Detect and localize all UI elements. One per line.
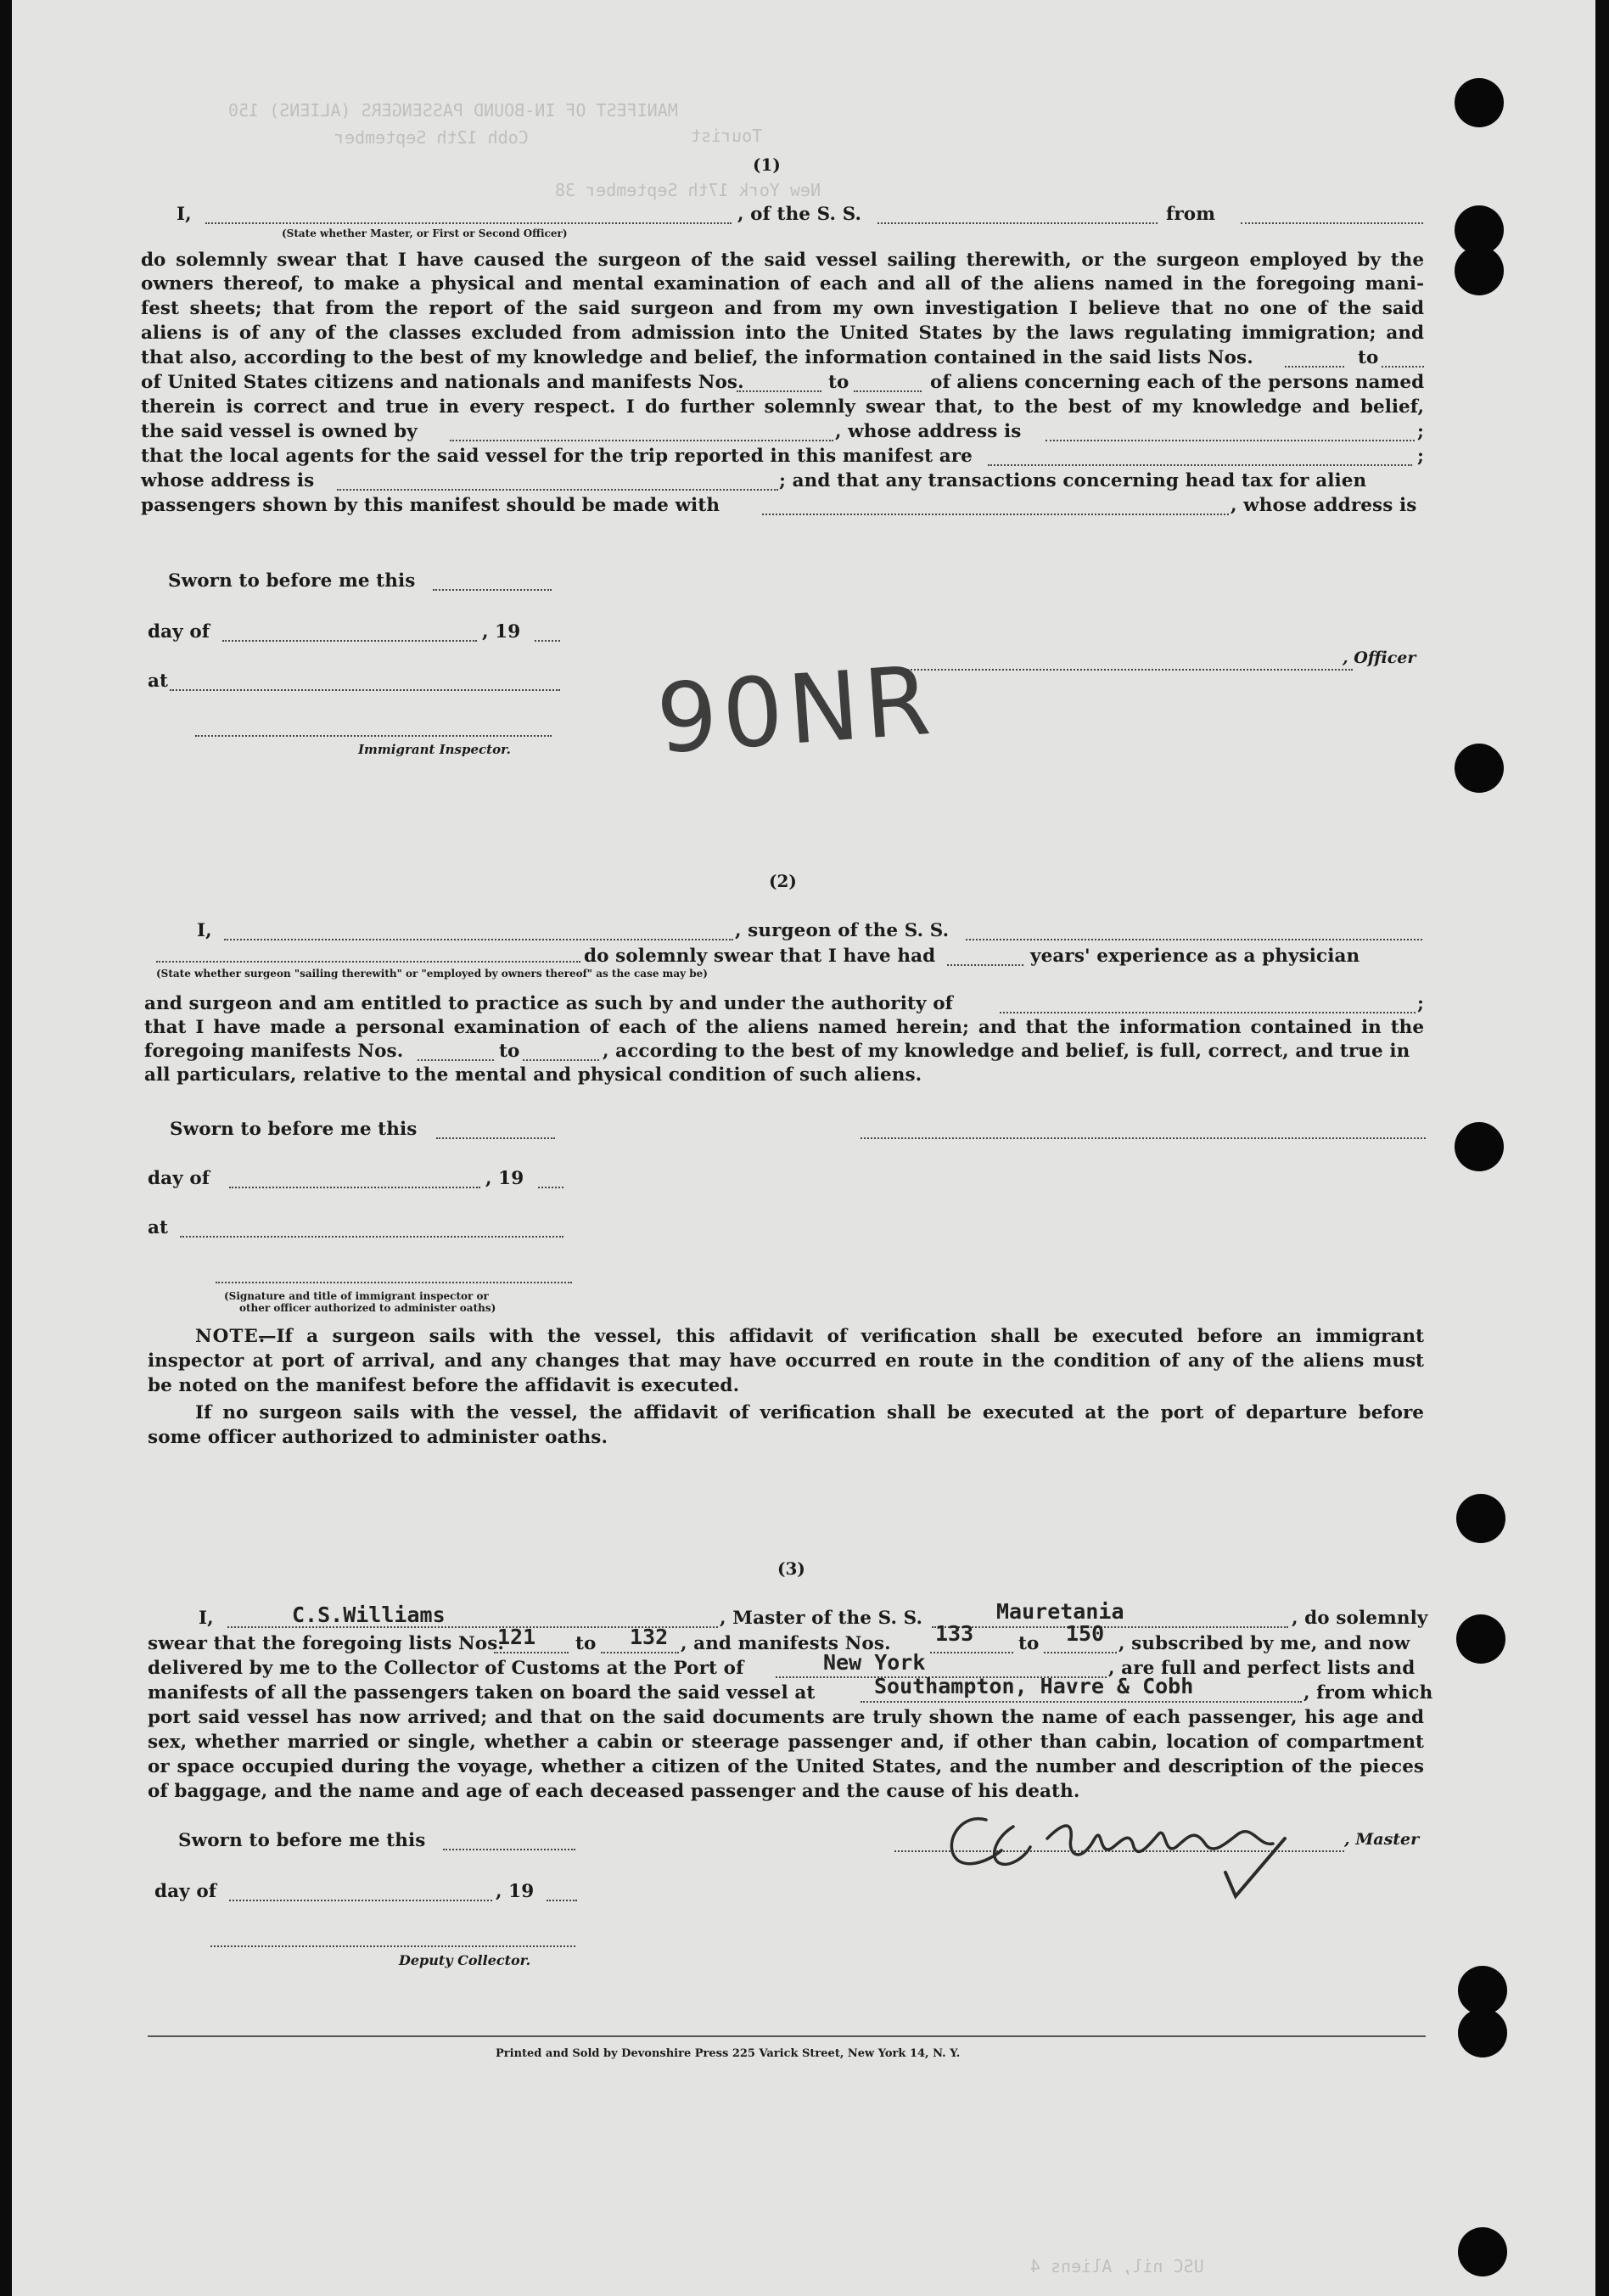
- blank-line: [861, 1701, 1302, 1703]
- punch-hole: [1456, 1494, 1505, 1543]
- bleed-through-header: MANIFEST OF IN-BOUND PASSENGERS (ALIENS) 150: [228, 100, 678, 121]
- day-label: day of: [154, 1881, 217, 1902]
- note-line: some officer authorized to administer oaths.: [148, 1427, 608, 1448]
- blank-line: [535, 640, 560, 642]
- blank-line: [1046, 440, 1415, 441]
- caption: other officer authorized to administer oaths): [239, 1302, 496, 1314]
- blank-line: [538, 1187, 563, 1188]
- blank-line: [1044, 1652, 1117, 1653]
- text: , subscribed by me, and now: [1118, 1633, 1410, 1654]
- text: , whose address is: [835, 421, 1022, 442]
- blank-line: [205, 222, 732, 224]
- bleed-through-line: Cobh 12th September: [334, 127, 529, 148]
- bleed-through-bottom: USC nil, Aliens 4: [1030, 2256, 1204, 2276]
- text: delivered by me to the Collector of Customs at the Port of: [148, 1658, 744, 1679]
- blank-line: [156, 961, 580, 963]
- arrival-port: New York: [823, 1650, 926, 1675]
- paragraph-line: of United States citizens and nationals and manifests Nos.: [141, 372, 744, 393]
- punch-hole: [1456, 1614, 1505, 1664]
- blank-line: [443, 1849, 575, 1850]
- section-number: (2): [769, 871, 797, 891]
- signature-line: [216, 1282, 572, 1283]
- caption: (Signature and title of immigrant inspector or: [224, 1290, 489, 1302]
- paragraph-line: all particulars, relative to the mental and physical condition of such aliens.: [144, 1064, 922, 1086]
- paragraph-line: owners thereof, to make a physical and mental examination of each and all of the aliens named in the foregoing mani-: [141, 273, 1424, 295]
- text: , do solemnly: [1292, 1608, 1428, 1629]
- day-label: day of: [148, 621, 210, 643]
- at-label: at: [148, 1217, 169, 1238]
- signature-line: [195, 735, 552, 737]
- text: , from which: [1303, 1682, 1433, 1704]
- bleed-through-line: Tourist: [691, 126, 763, 146]
- blank-line: [222, 640, 477, 642]
- blank-line: [1285, 366, 1344, 368]
- note-line: be noted on the manifest before the affidavit is executed.: [148, 1375, 740, 1396]
- paragraph-line: do solemnly swear that I have caused the surgeon of the said vessel sailing therewith, or the surgeon employed by the: [141, 250, 1424, 271]
- text: I,: [197, 920, 212, 941]
- caption: (State whether surgeon "sailing therewith" or "employed by owners thereof" as the case may be): [156, 968, 708, 980]
- paragraph-line: fest sheets; that from the report of the said surgeon and from my own investigation I believe that no one of the said: [141, 298, 1424, 319]
- blank-line: [854, 390, 922, 392]
- blank-line: [601, 1652, 679, 1653]
- text: , whose address is: [1231, 495, 1417, 516]
- punch-hole: [1455, 744, 1504, 793]
- lists-to: 132: [630, 1625, 669, 1649]
- text: I,: [177, 204, 192, 225]
- manifests-to: 150: [1066, 1621, 1105, 1646]
- manifests-from: 133: [935, 1621, 974, 1646]
- note-line: —If a surgeon sails with the vessel, this affidavit of verification shall be executed before an immigrant: [258, 1326, 1424, 1347]
- blank-line: [966, 939, 1422, 940]
- blank-line: [433, 589, 552, 591]
- text: to: [499, 1041, 520, 1062]
- blank-line: [180, 1236, 563, 1238]
- blank-line: [932, 1626, 1288, 1628]
- paragraph-line: and surgeon and am entitled to practice as such by and under the authority of: [144, 993, 953, 1014]
- document-page: [12, 0, 1595, 2296]
- text: to: [828, 372, 849, 393]
- paragraph-line: port said vessel has now arrived; and that on the said documents are truly shown the name of each passenger, his age and: [148, 1707, 1424, 1728]
- caption: (State whether Master, or First or Second Officer): [282, 227, 568, 239]
- text: , of the S. S.: [737, 204, 862, 225]
- at-label: at: [148, 671, 169, 692]
- blank-line: [1241, 222, 1423, 224]
- bleed-through-line: New York 17th September 38: [555, 180, 821, 200]
- text: to: [1018, 1633, 1040, 1654]
- punch-hole: [1455, 1122, 1504, 1171]
- signature-line: [861, 1137, 1426, 1139]
- year-label: , 19: [496, 1881, 535, 1902]
- section-number: (3): [777, 1558, 805, 1579]
- text: , and manifests Nos.: [681, 1633, 891, 1654]
- blank-line: [947, 964, 1023, 966]
- blank-line: [337, 489, 778, 491]
- master-name: C.S.Williams: [292, 1603, 446, 1627]
- blank-line: [494, 1652, 569, 1653]
- lists-from: 121: [497, 1625, 536, 1649]
- sworn-label: Sworn to before me this: [178, 1830, 426, 1851]
- text: ;: [1417, 446, 1425, 467]
- note-line: inspector at port of arrival, and any changes that may have occurred en route in the condition of any of the aliens must: [148, 1350, 1424, 1372]
- text: I,: [199, 1608, 214, 1629]
- blank-line: [877, 222, 1158, 224]
- blank-line: [418, 1059, 494, 1061]
- text: do solemnly swear that I have had: [584, 946, 936, 967]
- caption: Immigrant Inspector.: [358, 742, 511, 757]
- blank-line: [930, 1652, 1013, 1653]
- handwritten-stamp: 90NR: [653, 645, 939, 776]
- paragraph-line: foregoing manifests Nos.: [144, 1041, 404, 1062]
- paragraph-line: that I have made a personal examination of each of the aliens named herein; and that the information contained in the: [144, 1017, 1424, 1038]
- blank-line: [547, 1900, 577, 1901]
- text: from: [1166, 204, 1216, 225]
- paragraph-line: therein is correct and true in every respect. I do further solemnly swear that, to the best of my knowledge and belief,: [141, 396, 1424, 418]
- text: ; and that any transactions concerning head tax for alien: [779, 470, 1367, 491]
- blank-line: [224, 939, 733, 940]
- master-signature: [937, 1788, 1336, 1906]
- text: manifests of all the passengers taken on board the said vessel at: [148, 1682, 816, 1704]
- text: ;: [1417, 421, 1425, 442]
- paragraph-line: passengers shown by this manifest should be made with: [141, 495, 720, 516]
- note-label: NOTE.: [195, 1326, 266, 1347]
- punch-hole: [1458, 2008, 1507, 2057]
- signature-line: [210, 1945, 575, 1947]
- text: to: [575, 1633, 597, 1654]
- printer-footer: Printed and Sold by Devonshire Press 225 Varick Street, New York 14, N. Y.: [496, 2047, 961, 2060]
- blank-line: [737, 390, 821, 392]
- note-line: If no surgeon sails with the vessel, the affidavit of verification shall be executed at the port of departure before: [195, 1402, 1424, 1423]
- text: , surgeon of the S. S.: [735, 920, 950, 941]
- footer-rule: [148, 2035, 1426, 2037]
- text: , according to the best of my knowledge and belief, is full, correct, and true in: [603, 1041, 1410, 1062]
- text: to: [1358, 347, 1379, 368]
- sworn-label: Sworn to before me this: [170, 1119, 418, 1140]
- blank-line: [523, 1059, 599, 1061]
- paragraph-line: whose address is: [141, 470, 315, 491]
- blank-line: [450, 440, 833, 441]
- text: years' experience as a physician: [1030, 946, 1360, 967]
- text: , Master of the S. S.: [720, 1608, 923, 1629]
- caption: Deputy Collector.: [399, 1952, 531, 1968]
- paragraph-line: of baggage, and the name and age of each deceased passenger and the cause of his death.: [148, 1781, 1080, 1802]
- punch-hole: [1458, 2227, 1507, 2276]
- paragraph-line: that also, according to the best of my knowledge and belief, the information contained in the said lists Nos.: [141, 347, 1253, 368]
- blank-line: [1000, 1012, 1416, 1013]
- paragraph-line: or space occupied during the voyage, whether a citizen of the United States, and the number and description of the pieces: [148, 1756, 1424, 1777]
- departure-ports: Southampton, Havre & Cobh: [874, 1674, 1194, 1698]
- sworn-label: Sworn to before me this: [168, 570, 416, 592]
- blank-line: [229, 1187, 480, 1188]
- text: of aliens concerning each of the persons named: [930, 372, 1425, 393]
- text: swear that the foregoing lists Nos.: [148, 1633, 504, 1654]
- blank-line: [436, 1137, 555, 1139]
- ship-name: Mauretania: [996, 1599, 1124, 1624]
- blank-line: [988, 464, 1412, 466]
- paragraph-line: aliens is of any of the classes excluded from admission into the United States by the laws regulating immigration; and: [141, 323, 1424, 344]
- blank-line: [229, 1900, 492, 1901]
- blank-line: [1382, 366, 1424, 368]
- paragraph-line: the said vessel is owned by: [141, 421, 418, 442]
- year-label: , 19: [482, 621, 521, 643]
- paragraph-line: sex, whether married or single, whether a cabin or steerage passenger and, if other than cabin, location of compartment: [148, 1732, 1424, 1753]
- text: , are full and perfect lists and: [1108, 1658, 1416, 1679]
- punch-hole: [1455, 246, 1504, 295]
- punch-hole: [1455, 78, 1504, 127]
- day-label: day of: [148, 1168, 210, 1189]
- section-number: (1): [753, 154, 781, 175]
- blank-line: [170, 689, 560, 691]
- officer-label: , Officer: [1343, 648, 1416, 667]
- year-label: , 19: [485, 1168, 524, 1189]
- blank-line: [762, 514, 1229, 515]
- master-label: , Master: [1344, 1830, 1420, 1849]
- signature-line: [877, 669, 1353, 671]
- paragraph-line: that the local agents for the said vessel for the trip reported in this manifest are: [141, 446, 973, 467]
- text: ;: [1417, 993, 1425, 1014]
